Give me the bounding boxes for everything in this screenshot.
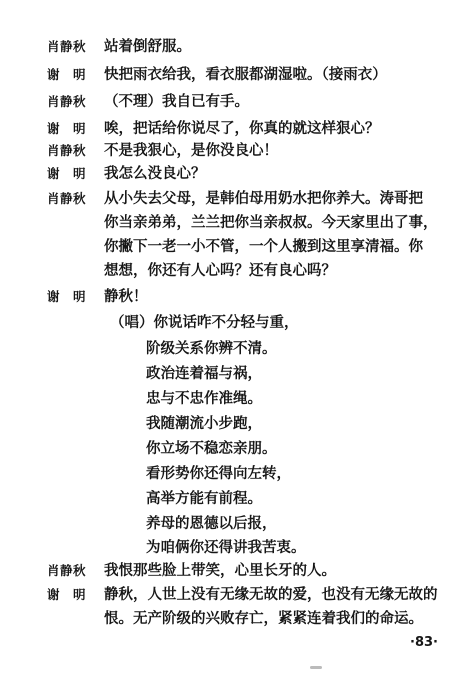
print-smudge (310, 666, 322, 669)
verse-text: 忠与不忠作准绳。 (146, 390, 262, 407)
dialogue-text: 我怎么没良心？ (104, 165, 206, 182)
dialogue-text: 站着倒舒服。 (104, 38, 191, 55)
dialogue-continuation (0, 608, 473, 630)
speaker-name: 肖静秋 (47, 191, 87, 206)
speaker-name: 肖静秋 (47, 39, 87, 54)
verse-text: 为咱俩你还得讲我苦衷。 (146, 539, 306, 556)
speaker-name: 谢 明 (47, 289, 87, 304)
verse-text: 阶级关系你辨不清。 (146, 340, 277, 357)
dialogue-line (0, 140, 473, 162)
verse-line (0, 488, 473, 510)
dialogue-text: 恨。无产阶级的兴败存亡，紧紧连着我们的命运。 (104, 610, 423, 627)
dialogue-text: 静秋！ (104, 288, 148, 305)
speaker-name: 肖静秋 (47, 143, 87, 158)
dialogue-continuation (0, 212, 473, 234)
song-text: （唱）你说话咋不分轻与重， (110, 314, 299, 331)
dialogue-line (0, 188, 473, 210)
dialogue-line (0, 36, 473, 58)
speaker-name: 谢 明 (47, 166, 87, 181)
verse-text: 高举方能有前程。 (146, 490, 262, 507)
dialogue-line (0, 163, 473, 185)
dialogue-line (0, 64, 473, 86)
dialogue-continuation (0, 236, 473, 258)
verse-text: 你立场不稳恋亲朋。 (146, 440, 277, 457)
speaker-name: 谢 明 (47, 587, 87, 602)
verse-text: 政治连着福与祸， (146, 365, 262, 382)
verse-text: 我随潮流小步跑， (146, 415, 262, 432)
dialogue-text: 静秋，人世上没有无缘无故的爱，也没有无缘无故的 (104, 586, 438, 603)
dialogue-continuation (0, 260, 473, 282)
verse-line (0, 338, 473, 360)
dialogue-text: 不是我狠心，是你没良心！ (104, 142, 278, 159)
page-number: ·83· (410, 635, 438, 650)
verse-line (0, 363, 473, 385)
verse-line (0, 463, 473, 485)
verse-line (0, 438, 473, 460)
speaker-name: 肖静秋 (47, 563, 87, 578)
dialogue-line (0, 91, 473, 113)
dialogue-line (0, 118, 473, 140)
verse-line (0, 513, 473, 535)
verse-text: 看形势你还得向左转， (146, 465, 291, 482)
dialogue-text: 你当亲弟弟，兰兰把你当亲叔叔。今天家里出了事， (104, 214, 438, 231)
song-intro-line (0, 312, 473, 334)
dialogue-text: 唉，把话给你说尽了，你真的就这样狠心？ (104, 120, 380, 137)
dialogue-text: 快把雨衣给我，看衣服都湖湿啦。（接雨衣） (104, 66, 387, 83)
dialogue-text: 我恨那些脸上带笑，心里长牙的人。 (104, 562, 336, 579)
dialogue-text: 你撇下一老一小不管，一个人搬到这里享清福。你 (104, 238, 423, 255)
verse-line (0, 413, 473, 435)
verse-text: 养母的恩德以后报， (146, 515, 277, 532)
dialogue-text: （不理）我自已有手。 (104, 93, 249, 110)
verse-line (0, 388, 473, 410)
speaker-name: 谢 明 (47, 67, 87, 82)
dialogue-line (0, 560, 473, 582)
dialogue-line (0, 286, 473, 308)
speaker-name: 谢 明 (47, 121, 87, 136)
dialogue-line (0, 584, 473, 606)
dialogue-text: 想想，你还有人心吗？还有良心吗？ (104, 262, 336, 279)
dialogue-text: 从小失去父母，是韩伯母用奶水把你养大。涛哥把 (104, 190, 423, 207)
speaker-name: 肖静秋 (47, 94, 87, 109)
verse-line (0, 537, 473, 559)
